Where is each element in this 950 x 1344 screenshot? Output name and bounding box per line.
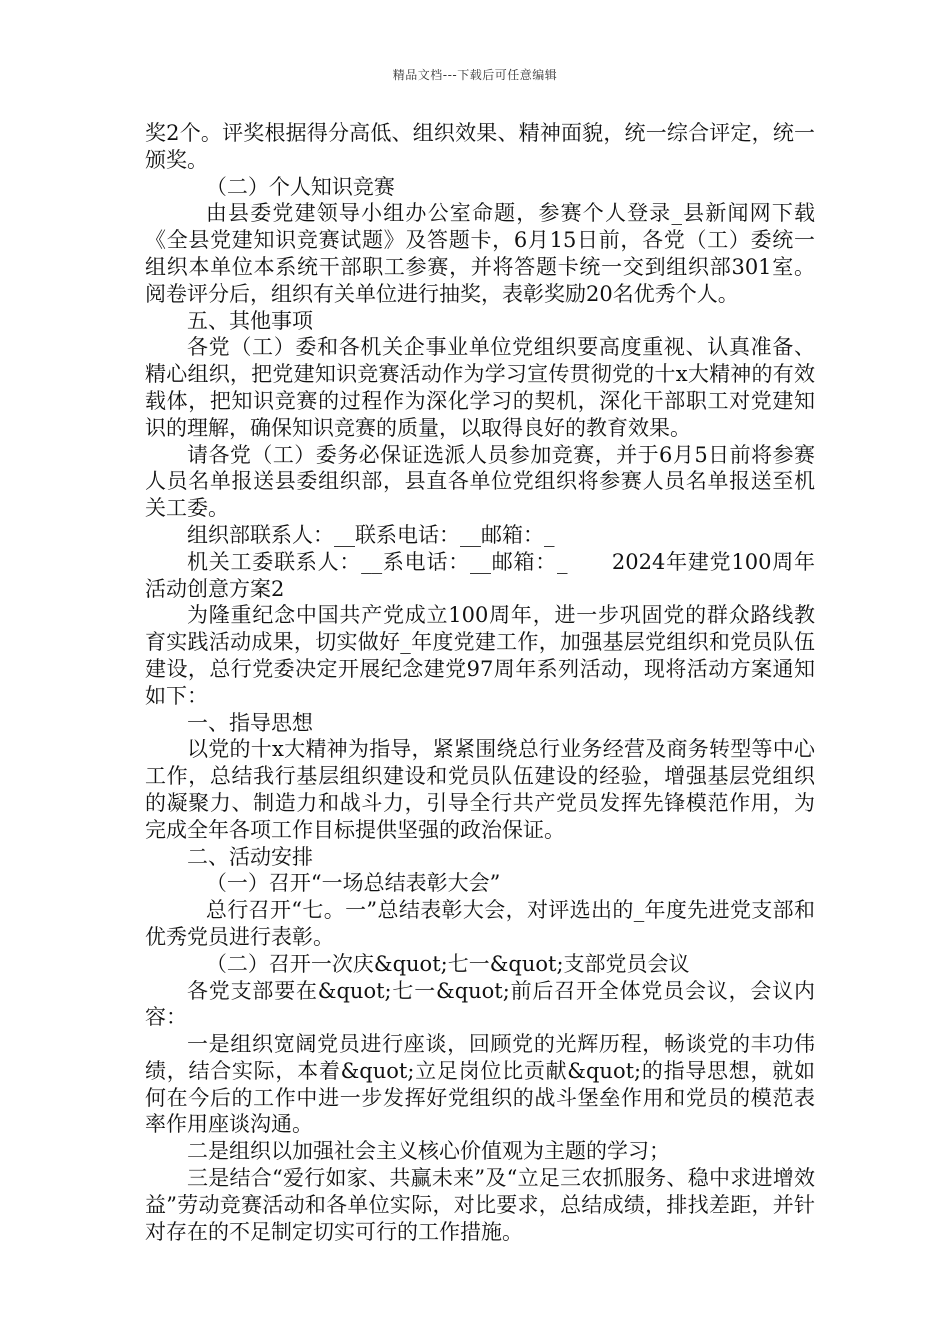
paragraph-individual-contest: 由县委党建领导小组办公室命题，参赛个人登录_县新闻网下载《全县党建知识竞赛试题》及答题卡，6月15日前，各党（工）委统一组织本单位本系统干部职工参赛，并将答题卡统一交到组织部301室。阅卷评分后，组织有关单位进行抽奖，表彰奖励20名优秀个人。 [145,201,815,306]
heading-guiding-ideology: 一、指导思想 [187,710,313,735]
contact-organization-dept: 组织部联系人：__联系电话：__邮箱：_ [187,522,555,547]
paragraph-item-one: 一是组织宽阔党员进行座谈，回顾党的光辉历程，畅谈党的丰功伟绩，结合实际，本着&quot;立足岗位比贡献&quot;的指导思想，就如何在今后的工作中进一步发挥好党组织的战斗堡垒作用和党员的模范表率作用座谈沟通。 [145,1032,815,1137]
heading-branch-meeting: （二）召开一次庆&quot;七一&quot;支部党员会议 [205,951,690,976]
heading-commendation-meeting: （一）召开“一场总结表彰大会” [205,871,501,896]
heading-activity-arrangement: 二、活动安排 [187,844,313,869]
paragraph-award-continuation: 奖2个。评奖根据得分高低、组织效果、精神面貌，统一综合评定，统一颁奖。 [145,121,815,172]
page-header: 精品文档---下载后可任意编辑 [392,68,558,82]
paragraph-other-matters: 各党（工）委和各机关企事业单位党组织要高度重视、认真准备、精心组织，把党建知识竞赛活动作为学习宣传贯彻党的十x大精神的有效载体，把知识竞赛的过程作为深化学习的契机，深化干部职工对党建知识的理解，确保知识竞赛的质量，以取得良好的教育效果。 [145,335,815,440]
paragraph-plan-intro: 为隆重纪念中国共产党成立100周年，进一步巩固党的群众路线教育实践活动成果，切实做好_年度党建工作，加强基层党组织和党员队伍建设，总行党委决定开展纪念建党97周年系列活动，现将活动方案通知如下： [145,603,815,708]
heading-other-matters: 五、其他事项 [187,308,313,333]
contact-party-committee: 机关工委联系人：__系电话：__邮箱：_ 2024年建党100周年活动创意方案2 [145,549,815,601]
paragraph-guiding-ideology: 以党的十x大精神为指导，紧紧围绕总行业务经营及商务转型等中心工作，总结我行基层组织建设和党员队伍建设的经验，增强基层党组织的凝聚力、制造力和战斗力，引导全行共产党员发挥先锋模范作用，为完成全年各项工作目标提供坚强的政治保证。 [145,737,815,842]
document-body [145,120,815,1245]
paragraph-item-three: 三是结合“爱行如家、共赢未来”及“立足三农抓服务、稳中求进增效益”劳动竞赛活动和各单位实际，对比要求，总结成绩，排找差距，并针对存在的不足制定切实可行的工作措施。 [145,1166,815,1244]
paragraph-commendation-meeting: 总行召开“七。一”总结表彰大会，对评选出的_年度先进党支部和优秀党员进行表彰。 [145,898,815,949]
paragraph-item-two: 二是组织以加强社会主义核心价值观为主题的学习； [187,1139,670,1164]
paragraph-branch-meeting: 各党支部要在&quot;七一&quot;前后召开全体党员会议，会议内容： [145,978,815,1030]
heading-individual-contest: （二）个人知识竞赛 [205,174,395,199]
paragraph-registration: 请各党（工）委务必保证选派人员参加竞赛，并于6月5日前将参赛人员名单报送县委组织部，县直各单位党组织将参赛人员名单报送至机关工委。 [145,442,815,521]
